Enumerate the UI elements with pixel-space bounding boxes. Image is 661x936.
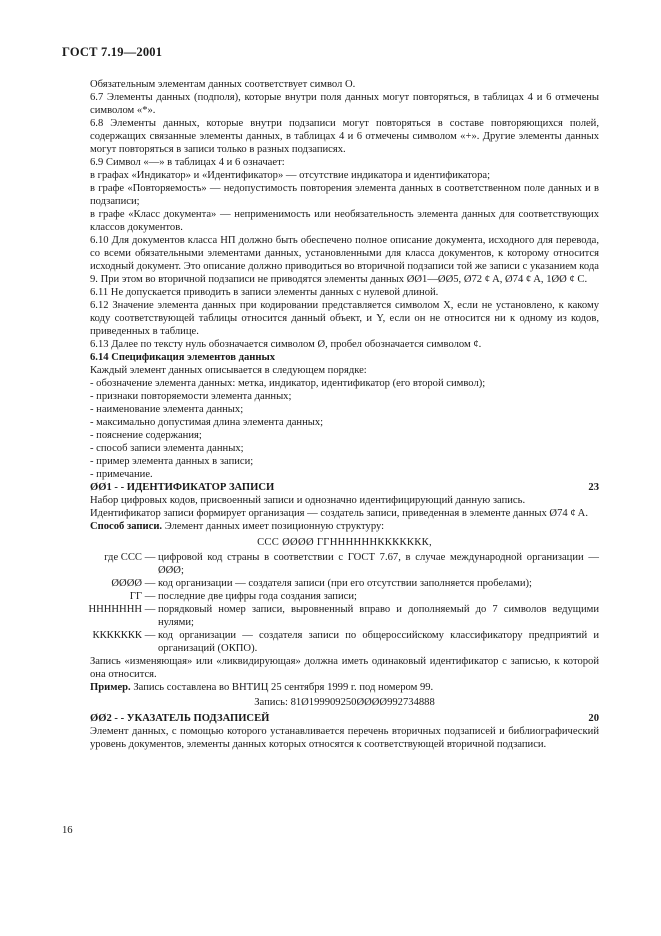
- section-001-title: ØØ1 - - ИДЕНТИФИКАТОР ЗАПИСИ: [90, 482, 275, 493]
- spec-list-item: - пример элемента данных в записи;: [90, 456, 254, 467]
- definition-dash: —: [144, 630, 156, 641]
- spec-list-item: - наименование элемента данных;: [90, 404, 244, 415]
- definition-row: [62, 551, 599, 577]
- section-002-number: 20: [588, 713, 599, 724]
- definition-term: где CCC: [104, 552, 142, 563]
- example-label: Пример.: [90, 682, 131, 693]
- spec-list: [90, 377, 599, 481]
- spec-list-item: - максимально допустимая длина элемента данных;: [90, 417, 324, 428]
- document-body: [90, 78, 599, 751]
- definition-dash: —: [144, 604, 156, 615]
- definition-dash: —: [144, 591, 156, 602]
- definition-text: код организации — создателя записи (при его отсутствии заполняется пробелами);: [158, 578, 532, 589]
- method-label: Способ записи.: [90, 521, 163, 532]
- record-id-structure: CCC ØØØØ ГГННННННККККККК,: [257, 537, 432, 548]
- section-001-method: [90, 520, 599, 533]
- definition-text: последние две цифры года создания записи;: [158, 591, 357, 602]
- spec-list-item: - способ записи элемента данных;: [90, 443, 244, 454]
- spec-list-item: - признаки повторяемости элемента данных;: [90, 391, 292, 402]
- definition-dash: —: [144, 552, 156, 563]
- definition-text: порядковый номер записи, выровненный вправо и дополняемый до 7 символов ведущими нулями;: [158, 604, 599, 628]
- paragraph-6-9-a: в графах «Индикатор» и «Идентификатор» — отсутствие индикатора и идентификатора;: [90, 170, 491, 181]
- example-text: Запись составлена во ВНТИЦ 25 сентября 1999 г. под номером 99.: [130, 682, 434, 693]
- definition-row: [62, 590, 599, 603]
- definition-term: ØØØØ: [111, 578, 142, 589]
- section-002-heading: [90, 712, 599, 725]
- definition-term: ГГ: [129, 591, 142, 602]
- document-header: ГОСТ 7.19—2001: [62, 45, 163, 59]
- section-001-description: Набор цифровых кодов, присвоенный записи и однозначно идентифицирующий данную запись.: [90, 495, 526, 506]
- paragraph-6-9: 6.9 Символ «—» в таблицах 4 и 6 означает:: [90, 157, 285, 168]
- paragraph-6-9-b: в графе «Повторяемость» — недопустимость повторения элемента данных в соответственном поле данных и в подзаписи;: [90, 183, 599, 207]
- method-text: Элемент данных имеет позиционную структуру:: [162, 521, 385, 532]
- section-001-example: [90, 681, 599, 694]
- section-002-title: ØØ2 - - УКАЗАТЕЛЬ ПОДЗАПИСЕЙ: [90, 713, 270, 724]
- section-001-heading: [90, 481, 599, 494]
- spec-list-item: - примечание.: [90, 469, 153, 480]
- definition-term: ККККККК: [92, 630, 142, 641]
- paragraph-6-12: 6.12 Значение элемента данных при кодировании представляется символом X, если не установлено, к какому коду соответствующей таблицы относится данный объект, и Y, если он не относится ни к одному из кодов, приведенных в таблице.: [90, 300, 599, 337]
- spec-intro: Каждый элемент данных описывается в следующем порядке:: [90, 365, 367, 376]
- spec-list-item: - обозначение элемента данных: метка, индикатор, идентификатор (его второй символ);: [90, 378, 486, 389]
- spec-list-item: - пояснение содержания;: [90, 430, 202, 441]
- definition-row: [62, 603, 599, 629]
- paragraph-6-13: 6.13 Далее по тексту нуль обозначается символом Ø, пробел обозначается символом ȼ.: [90, 339, 482, 350]
- paragraph-6-8: 6.8 Элементы данных, которые внутри подзаписи могут повторяться в составе повторяющихся полей, содержащих связанные элементы данных, в таблицах 4 и 6 отмечены символом «+». Другие элементы данных могут повторяться в записи только в разных подзаписях.: [90, 118, 599, 155]
- paragraph-6-11: 6.11 Не допускается приводить в записи элементы данных с нулевой длиной.: [90, 287, 439, 298]
- section-001-change-note: Запись «изменяющая» или «ликвидирующая» должна иметь одинаковый идентификатор с записью, к которой она относится.: [90, 656, 599, 680]
- paragraph-6-7: 6.7 Элементы данных (подполя), которые внутри поля данных могут повторяться, в таблицах 4 и 6 отмечены символом «*».: [90, 92, 599, 116]
- section-001-number: 23: [588, 482, 599, 493]
- definition-term: ННННННН: [88, 604, 142, 615]
- spec-heading: 6.14 Спецификация элементов данных: [90, 352, 276, 363]
- structure-definitions: [62, 551, 599, 655]
- paragraph: Обязательным элементам данных соответствует символ О.: [90, 79, 356, 90]
- definition-text: код организации — создателя записи по общероссийскому классификатору предприятий и организаций (ОКПО).: [158, 630, 599, 654]
- definition-row: [62, 577, 599, 590]
- definition-text: цифровой код страны в соответствии с ГОСТ 7.67, в случае международной организации — ØØØ;: [158, 552, 599, 576]
- definition-row: [62, 629, 599, 655]
- definition-dash: —: [144, 578, 156, 589]
- paragraph-6-9-c: в графе «Класс документа» — неприменимость или необязательность элемента данных для соответствующих классов документов.: [90, 209, 599, 233]
- section-002-description: Элемент данных, с помощью которого устанавливается перечень вторичных подзаписей и библиографический уровень документов, элементы данных которых относятся к соответствующей вторичной подзаписи.: [90, 726, 599, 750]
- section-001-organization: Идентификатор записи формирует организация — создатель записи, приведенная в элементе данных Ø74 ȼ A.: [90, 508, 588, 519]
- example-record: Запись: 81Ø199909250ØØØØ992734888: [254, 697, 435, 708]
- paragraph-6-10: 6.10 Для документов класса НП должно быть обеспечено полное описание документа, исходного для перевода, со всеми обязательными элементами данных, установленными для класса документов, к которому относится исходный документ. Это описание должно приводиться во вторичной подзаписи той же записи с указанием кода 9. При этом во вторичной подзаписи не приводятся элементы данных ØØ1—ØØ5, Ø72 ȼ A, Ø74 ȼ A, 1ØØ ȼ C.: [90, 235, 599, 285]
- page-number: 16: [62, 825, 73, 836]
